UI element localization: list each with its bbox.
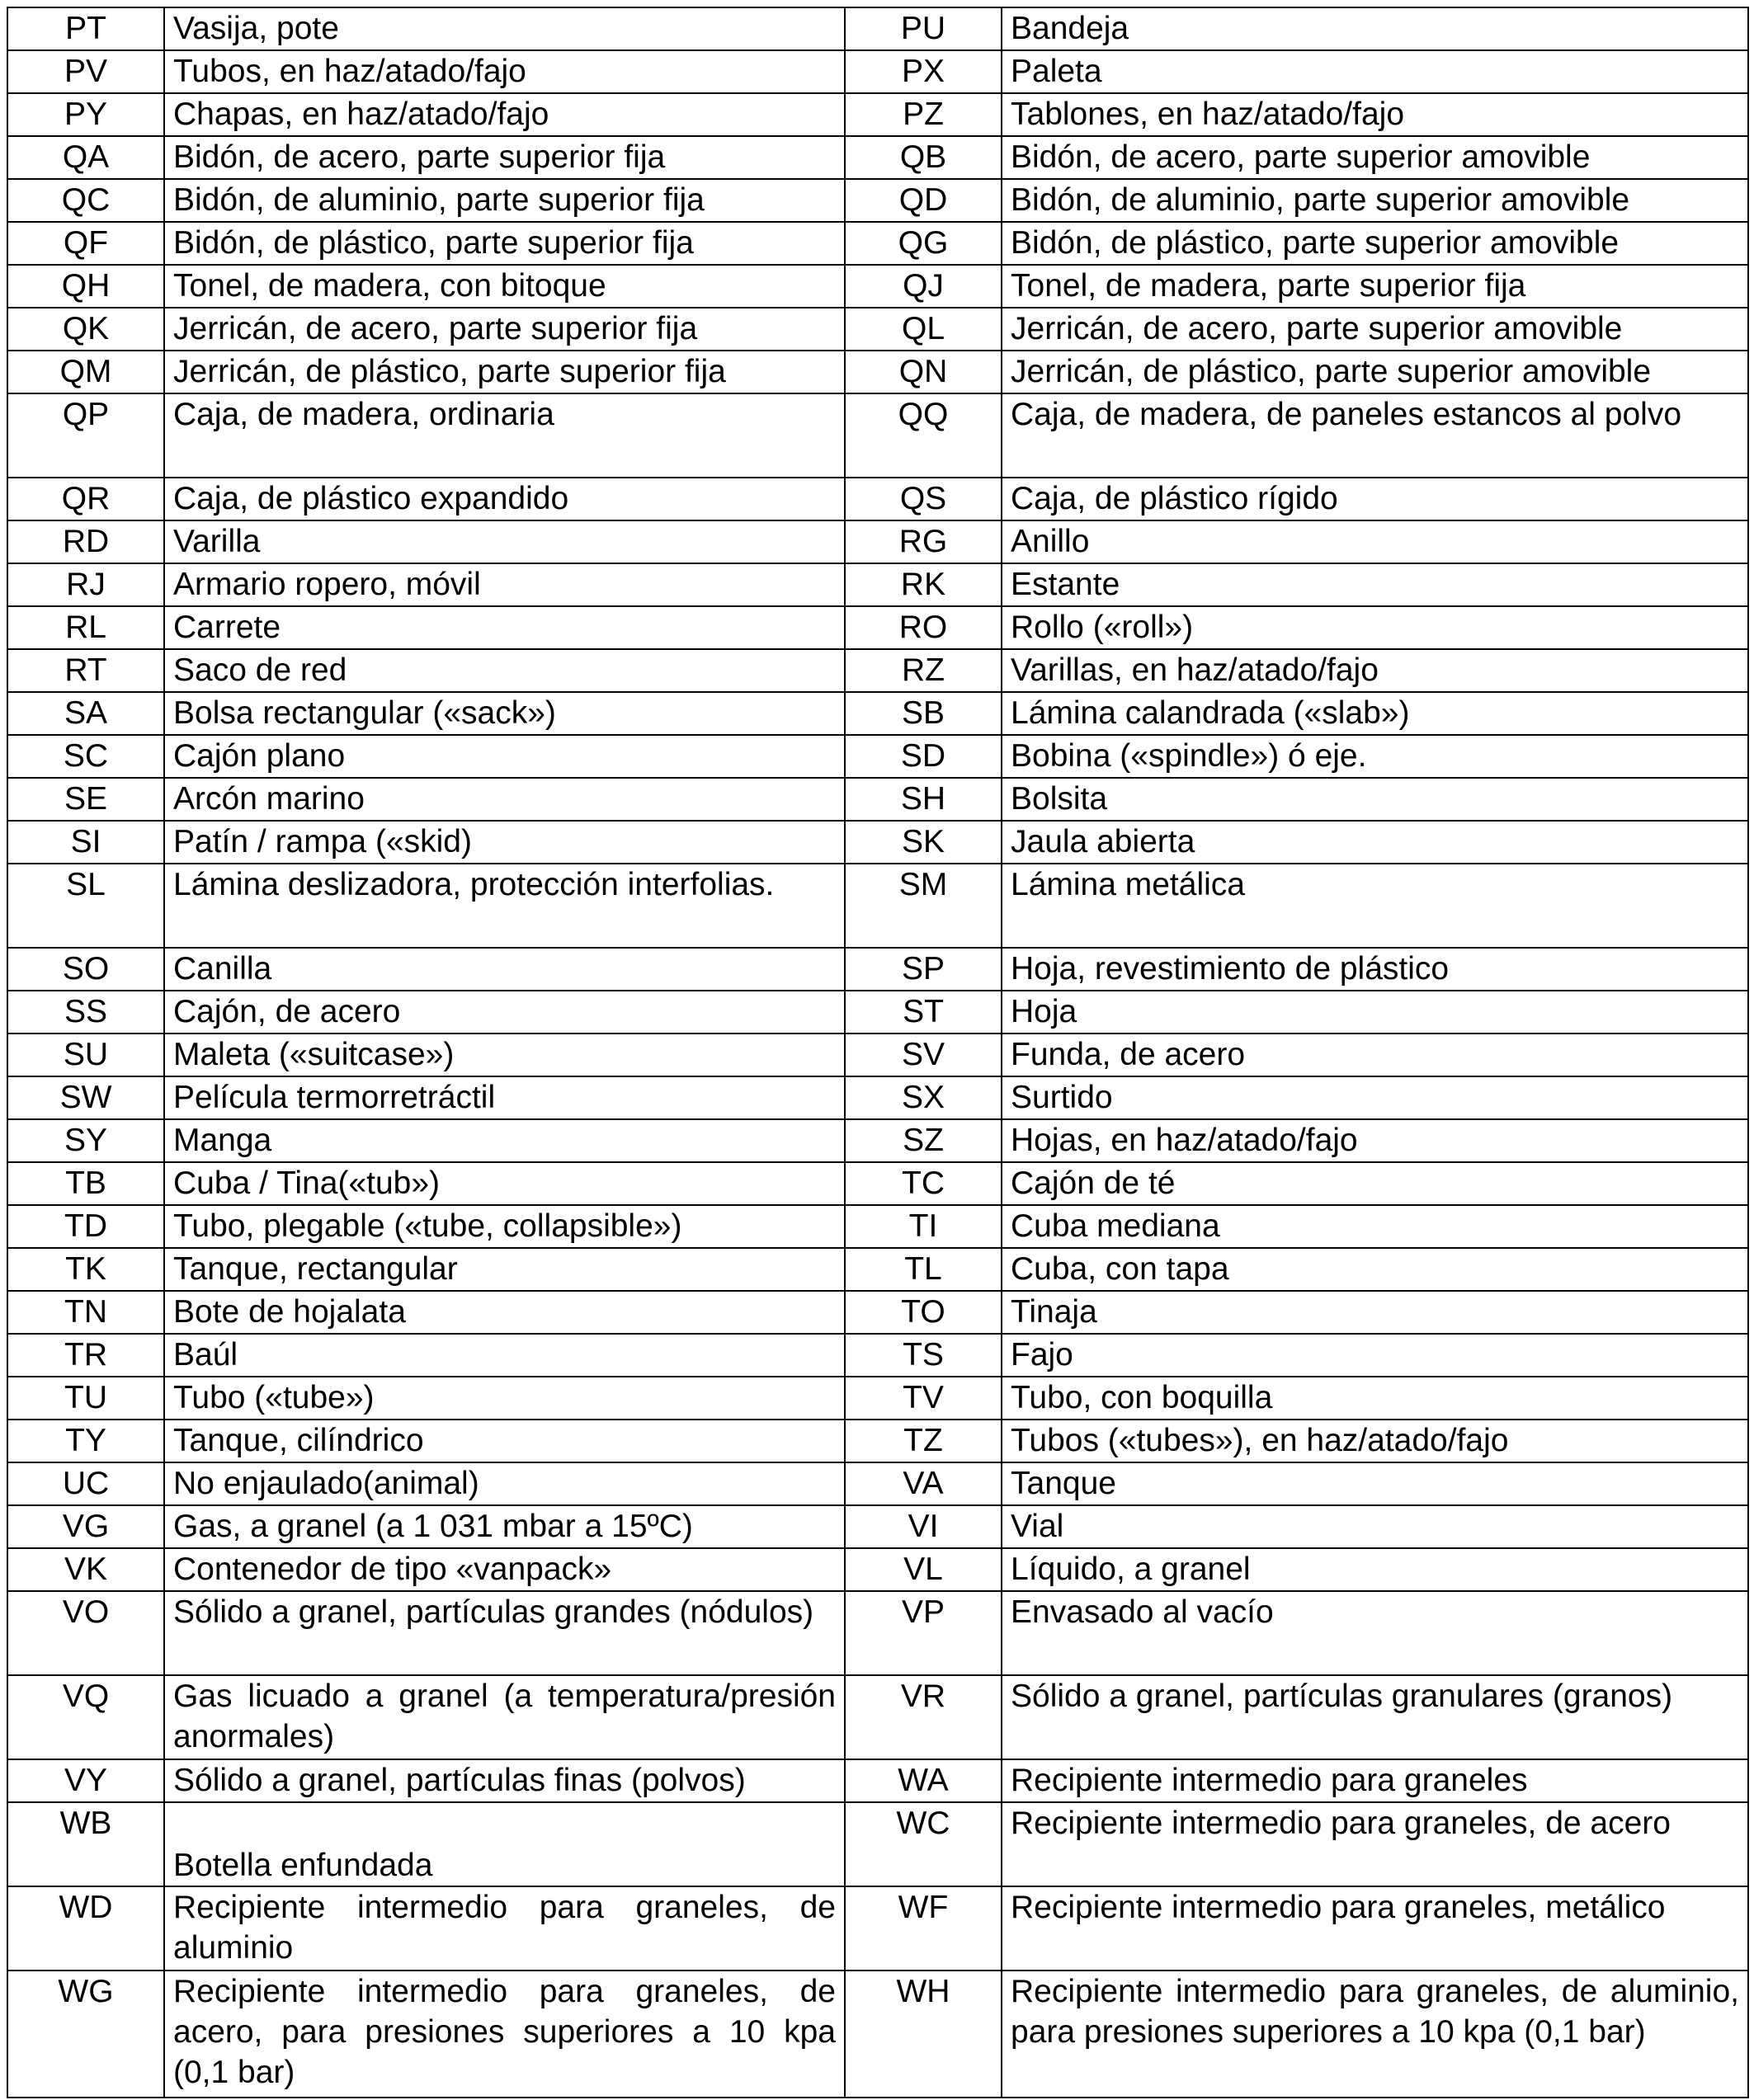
code-left: QK [7,308,164,351]
table-row [7,991,1748,1034]
description-right: Cajón de té [1002,1162,1748,1205]
code-right: TS [845,1334,1002,1377]
description-left: Sólido a granel, partículas grandes (nódulos) [164,1591,845,1675]
table-row [7,948,1748,991]
description-right: Estante [1002,563,1748,606]
code-right: ST [845,991,1002,1034]
description-right: Lámina calandrada («slab») [1002,692,1748,735]
description-left: Baúl [164,1334,845,1377]
description-left: Jerricán, de acero, parte superior fija [164,308,845,351]
code-left: TK [7,1248,164,1291]
description-left: Gas licuado a granel (a temperatura/presión anormales) [164,1675,845,1759]
code-right: WF [845,1886,1002,1971]
code-right: QJ [845,265,1002,308]
description-left: Canilla [164,948,845,991]
code-left: WB [7,1802,164,1886]
description-left: Jerricán, de plástico, parte superior fija [164,351,845,393]
code-left: TD [7,1205,164,1248]
code-right: PX [845,50,1002,93]
description-left: Bolsa rectangular («sack») [164,692,845,735]
packaging-code-table [7,7,1749,2098]
description-right: Anillo [1002,520,1748,563]
table-row [7,1505,1748,1548]
table-row [7,1034,1748,1076]
description-left: Carrete [164,606,845,649]
code-left: RD [7,520,164,563]
table-row [7,1802,1748,1886]
description-right: Tanque [1002,1462,1748,1505]
table-row [7,1591,1748,1675]
code-left: SW [7,1076,164,1119]
code-left: QR [7,478,164,520]
code-left: RT [7,649,164,692]
code-right: SP [845,948,1002,991]
table-row [7,50,1748,93]
code-right: VI [845,1505,1002,1548]
code-left: SY [7,1119,164,1162]
description-left: Tanque, cilíndrico [164,1420,845,1462]
code-left: VY [7,1759,164,1802]
code-right: TL [845,1248,1002,1291]
table-row [7,735,1748,778]
description-right: Hojas, en haz/atado/fajo [1002,1119,1748,1162]
code-right: WH [845,1971,1002,2098]
code-left: RL [7,606,164,649]
code-right: RK [845,563,1002,606]
code-right: SZ [845,1119,1002,1162]
description-right: Surtido [1002,1076,1748,1119]
code-left: QC [7,179,164,222]
description-left: Cajón plano [164,735,845,778]
code-left: VQ [7,1675,164,1759]
description-right: Funda, de acero [1002,1034,1748,1076]
code-left: WG [7,1971,164,2098]
description-right: Jaula abierta [1002,821,1748,864]
table-row [7,1548,1748,1591]
code-left: UC [7,1462,164,1505]
code-left: SL [7,864,164,948]
description-left: Chapas, en haz/atado/fajo [164,93,845,136]
description-right: Cuba, con tapa [1002,1248,1748,1291]
table-row [7,1759,1748,1802]
description-left: Maleta («suitcase») [164,1034,845,1076]
code-right: QG [845,222,1002,265]
description-left: Contenedor de tipo «vanpack» [164,1548,845,1591]
table-row [7,1334,1748,1377]
table-row [7,222,1748,265]
description-right: Paleta [1002,50,1748,93]
code-left: TN [7,1291,164,1334]
description-left: Caja, de madera, ordinaria [164,393,845,478]
description-left: Tubos, en haz/atado/fajo [164,50,845,93]
code-right: SH [845,778,1002,821]
description-left: Caja, de plástico expandido [164,478,845,520]
description-left: Manga [164,1119,845,1162]
table-row [7,351,1748,393]
code-right: PU [845,7,1002,50]
description-left: No enjaulado(animal) [164,1462,845,1505]
code-right: QL [845,308,1002,351]
description-left: Tonel, de madera, con bitoque [164,265,845,308]
description-left: Bidón, de aluminio, parte superior fija [164,179,845,222]
description-right: Bolsita [1002,778,1748,821]
table-row [7,478,1748,520]
code-right: QS [845,478,1002,520]
table-row [7,1462,1748,1505]
code-right: QD [845,179,1002,222]
description-right: Rollo («roll») [1002,606,1748,649]
code-left: VG [7,1505,164,1548]
description-right: Tinaja [1002,1291,1748,1334]
description-right: Tubo, con boquilla [1002,1377,1748,1420]
code-left: PT [7,7,164,50]
table-row [7,1162,1748,1205]
description-right: Jerricán, de acero, parte superior amovible [1002,308,1748,351]
description-left: Tubo, plegable («tube, collapsible») [164,1205,845,1248]
table-row [7,649,1748,692]
description-left: Sólido a granel, partículas finas (polvos) [164,1759,845,1802]
description-right: Líquido, a granel [1002,1548,1748,1591]
code-right: QQ [845,393,1002,478]
code-left: QM [7,351,164,393]
code-right: VR [845,1675,1002,1759]
code-left: QA [7,136,164,179]
description-right: Fajo [1002,1334,1748,1377]
code-left: SA [7,692,164,735]
table-row [7,7,1748,50]
description-left: Vasija, pote [164,7,845,50]
description-right: Jerricán, de plástico, parte superior amovible [1002,351,1748,393]
code-right: TC [845,1162,1002,1205]
code-right: SB [845,692,1002,735]
code-right: WA [845,1759,1002,1802]
description-left: Varilla [164,520,845,563]
code-left: SC [7,735,164,778]
code-left: RJ [7,563,164,606]
code-left: TB [7,1162,164,1205]
table-row [7,1291,1748,1334]
description-left: Arcón marino [164,778,845,821]
description-right: Recipiente intermedio para graneles, de acero [1002,1802,1748,1886]
table-row [7,179,1748,222]
table-row [7,821,1748,864]
code-right: WC [845,1802,1002,1886]
code-left: SI [7,821,164,864]
description-right: Cuba mediana [1002,1205,1748,1248]
code-right: QN [845,351,1002,393]
description-right: Recipiente intermedio para graneles [1002,1759,1748,1802]
description-left: Tanque, rectangular [164,1248,845,1291]
table-row [7,265,1748,308]
table-row [7,1971,1748,2098]
description-left: Patín / rampa («skid) [164,821,845,864]
description-left: Cuba / Tina(«tub») [164,1162,845,1205]
description-left: Tubo («tube») [164,1377,845,1420]
code-right: QB [845,136,1002,179]
code-right: RG [845,520,1002,563]
table-body [7,7,1748,2098]
code-left: SU [7,1034,164,1076]
code-right: TO [845,1291,1002,1334]
table-row [7,606,1748,649]
description-left: Recipiente intermedio para graneles, de acero, para presiones superiores a 10 kpa (0,1 bar) [164,1971,845,2098]
description-right: Caja, de madera, de paneles estancos al polvo [1002,393,1748,478]
code-right: TI [845,1205,1002,1248]
description-left: Gas, a granel (a 1 031 mbar a 15ºC) [164,1505,845,1548]
description-right: Bidón, de acero, parte superior amovible [1002,136,1748,179]
table-row [7,1675,1748,1759]
code-right: VP [845,1591,1002,1675]
description-right: Bandeja [1002,7,1748,50]
description-left: Botella enfundada [164,1802,845,1886]
code-left: PY [7,93,164,136]
description-right: Caja, de plástico rígido [1002,478,1748,520]
code-left: TY [7,1420,164,1462]
code-right: SD [845,735,1002,778]
description-right: Envasado al vacío [1002,1591,1748,1675]
description-right: Vial [1002,1505,1748,1548]
table-row [7,1248,1748,1291]
code-left: QH [7,265,164,308]
table-row [7,1377,1748,1420]
table-row [7,520,1748,563]
description-left: Armario ropero, móvil [164,563,845,606]
table-row [7,1076,1748,1119]
table-row [7,93,1748,136]
description-right: Recipiente intermedio para graneles, de aluminio, para presiones superiores a 10 kpa (0,1 bar) [1002,1971,1748,2098]
table-row [7,1886,1748,1971]
code-left: VO [7,1591,164,1675]
code-right: SX [845,1076,1002,1119]
description-right: Bidón, de plástico, parte superior amovible [1002,222,1748,265]
table-row [7,393,1748,478]
code-left: SS [7,991,164,1034]
description-right: Tonel, de madera, parte superior fija [1002,265,1748,308]
code-right: RZ [845,649,1002,692]
table-row [7,1205,1748,1248]
code-right: SV [845,1034,1002,1076]
description-left: Saco de red [164,649,845,692]
code-right: SK [845,821,1002,864]
code-left: QP [7,393,164,478]
description-right: Hoja [1002,991,1748,1034]
code-left: QF [7,222,164,265]
code-right: VL [845,1548,1002,1591]
description-right: Bobina («spindle») ó eje. [1002,735,1748,778]
table-row [7,136,1748,179]
description-left: Recipiente intermedio para graneles, de aluminio [164,1886,845,1971]
code-right: RO [845,606,1002,649]
description-left: Bote de hojalata [164,1291,845,1334]
description-right: Tablones, en haz/atado/fajo [1002,93,1748,136]
description-right: Hoja, revestimiento de plástico [1002,948,1748,991]
table-row [7,692,1748,735]
code-right: TV [845,1377,1002,1420]
description-left: Lámina deslizadora, protección interfolias. [164,864,845,948]
table-row [7,308,1748,351]
code-right: VA [845,1462,1002,1505]
description-right: Lámina metálica [1002,864,1748,948]
code-left: TR [7,1334,164,1377]
description-right: Recipiente intermedio para graneles, metálico [1002,1886,1748,1971]
description-left: Bidón, de plástico, parte superior fija [164,222,845,265]
description-left: Bidón, de acero, parte superior fija [164,136,845,179]
table-row [7,1420,1748,1462]
table-row [7,778,1748,821]
table-row [7,864,1748,948]
description-left: Cajón, de acero [164,991,845,1034]
table-row [7,563,1748,606]
description-right: Bidón, de aluminio, parte superior amovible [1002,179,1748,222]
code-right: SM [845,864,1002,948]
description-right: Sólido a granel, partículas granulares (granos) [1002,1675,1748,1759]
code-left: TU [7,1377,164,1420]
description-right: Tubos («tubes»), en haz/atado/fajo [1002,1420,1748,1462]
description-right: Varillas, en haz/atado/fajo [1002,649,1748,692]
code-left: PV [7,50,164,93]
code-left: VK [7,1548,164,1591]
code-left: SO [7,948,164,991]
description-left: Película termorretráctil [164,1076,845,1119]
code-right: PZ [845,93,1002,136]
code-left: WD [7,1886,164,1971]
code-right: TZ [845,1420,1002,1462]
code-left: SE [7,778,164,821]
table-row [7,1119,1748,1162]
